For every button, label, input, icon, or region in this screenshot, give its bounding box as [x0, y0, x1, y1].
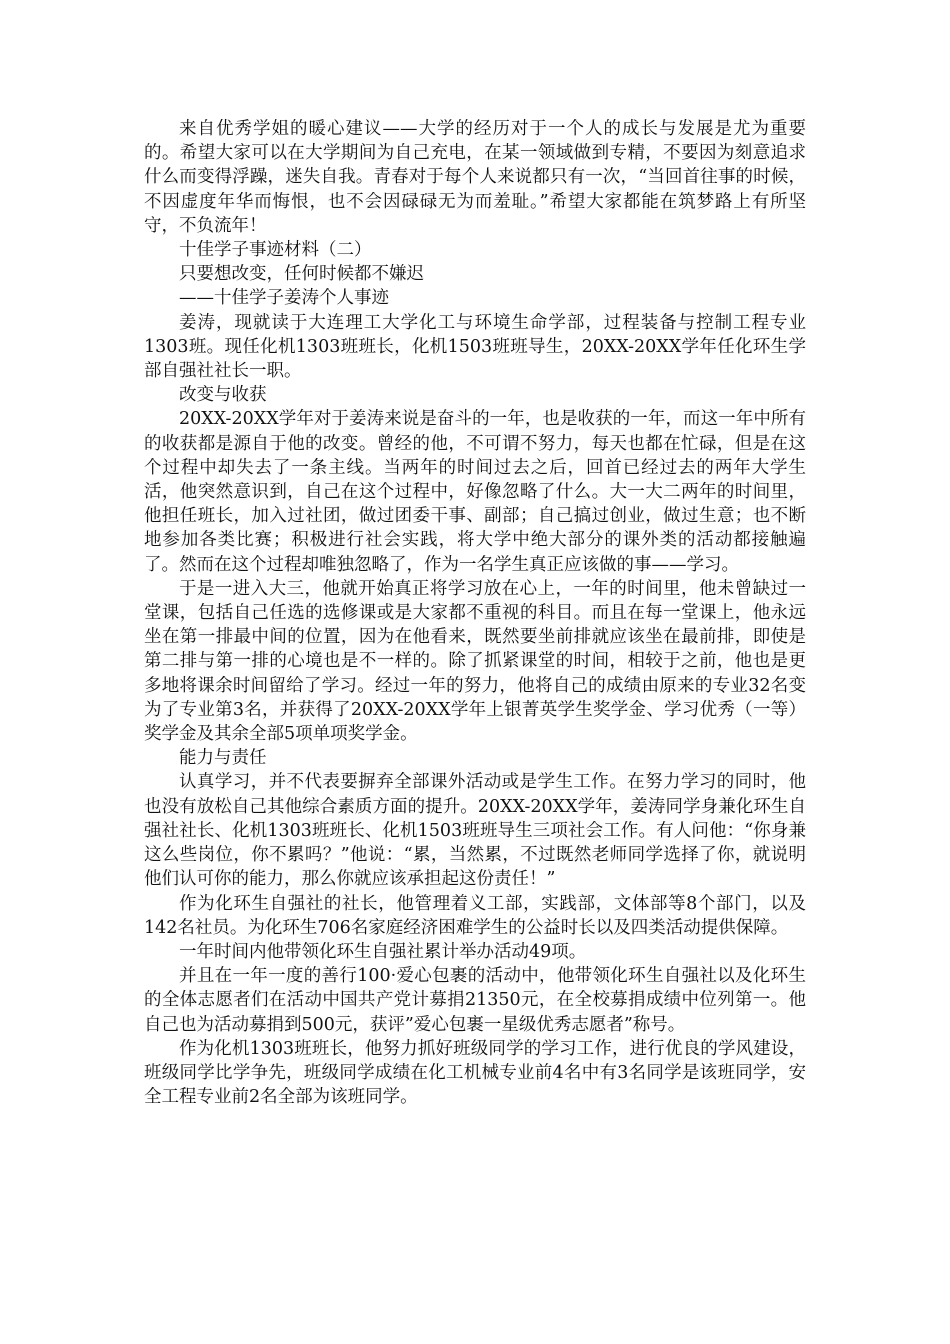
paragraph-intro: 姜涛，现就读于大连理工大学化工与环境生命学部，过程装备与控制工程专业1303班。现任化机1303班班长，化机1503班班导生，20XX-20XX学年任化环生学部自强社社长一职。: [144, 312, 806, 382]
paragraph-advice: 来自优秀学姐的暖心建议——大学的经历对于一个人的成长与发展是尤为重要的。希望大家可以在大学期间为自己充电，在某一领域做到专精，不要因为刻意追求什么而变得浮躁，迷失自我。青春对于每个人来说都只有一次，“当回首往事的时候，不因虚度年华而悔恨，也不会因碌碌无为而羞耻。”希望大家都能在筑梦路上有所坚守，不负流年！: [144, 119, 806, 236]
paragraph-study: 于是一进入大三，他就开始真正将学习放在心上，一年的时间里，他未曾缺过一堂课，包括自己任选的选修课或是大家都不重视的科目。而且在每一堂课上，他永远坐在第一排最中间的位置，因为在他看来，既然要坐前排就应该坐在最前排，即使是第二排与第一排的心境也是不一样的。除了抓紧课堂的时间，相较于之前，他也是更多地将课余时间留给了学习。经过一年的努力，他将自己的成绩由原来的专业32名变为了专业第3名，并获得了20XX-20XX学年上银菁英学生奖学金、学习优秀（一等）奖学金及其余全部5项单项奖学金。: [144, 578, 806, 745]
paragraph-change: 20XX-20XX学年对于姜涛来说是奋斗的一年，也是收获的一年，而这一年中所有的收获都是源自于他的改变。曾经的他，不可谓不努力，每天也都在忙碌，但是在这个过程中却失去了一条主线。当两年的时间过去之后，回首已经过去的两年大学生活，他突然意识到，自己在这个过程中，好像忽略了什么。大一大二两年的时间里，他担任班长，加入过社团，做过团委干事、副部；自己搞过创业，做过生意；也不断地参加各类比赛；积极进行社会实践，将大学中绝大部分的课外类的活动都接触遍了。然而在这个过程却唯独忽略了，作为一名学生真正应该做的事——学习。: [144, 409, 806, 575]
subheading-change: 改变与收获: [179, 385, 267, 406]
paragraph-class: 作为化机1303班班长，他努力抓好班级同学的学习工作，进行优良的学风建设，班级同学比学争先，班级同学成绩在化工机械专业前4名中有3名同学是该班同学，安全工程专业前2名全部为该班同学。: [144, 1038, 806, 1108]
paragraph-ability: 认真学习，并不代表要摒弃全部课外活动或是学生工作。在努力学习的同时，他也没有放松自己其他综合素质方面的提升。20XX-20XX学年，姜涛同学身兼化环生自强社社长、化机1303班班长、化机1503班班导生三项社会工作。有人问他：“你身兼这么些岗位，你不累吗？”他说：“累，当然累，不过既然老师同学选择了你，就说明他们认可你的能力，那么你就应该承担起这份责任！”: [144, 772, 806, 890]
subheading-ability: 能力与责任: [179, 748, 267, 769]
article-subtitle: ——十佳学子姜涛个人事迹: [179, 288, 389, 309]
document-body: [144, 117, 806, 1109]
paragraph-activities: 一年时间内他带领化环生自强社累计举办活动49项。: [179, 941, 587, 962]
section-title: 十佳学子事迹材料（二）: [179, 240, 372, 261]
article-headline: 只要想改变，任何时候都不嫌迟: [179, 264, 424, 285]
paragraph-charity: 并且在一年一度的善行100·爱心包裹的活动中，他带领化环生自强社以及化环生的全体志愿者们在活动中国共产党计募捐21350元，在全校募捐成绩中位列第一。他自己也为活动募捐到500元，获评”爱心包裹一星级优秀志愿者”称号。: [144, 966, 806, 1035]
paragraph-club: 作为化环生自强社的社长，他管理着义工部，实践部，文体部等8个部门，以及142名社员。为化环生706名家庭经济困难学生的公益时长以及四类活动提供保障。: [144, 893, 806, 938]
